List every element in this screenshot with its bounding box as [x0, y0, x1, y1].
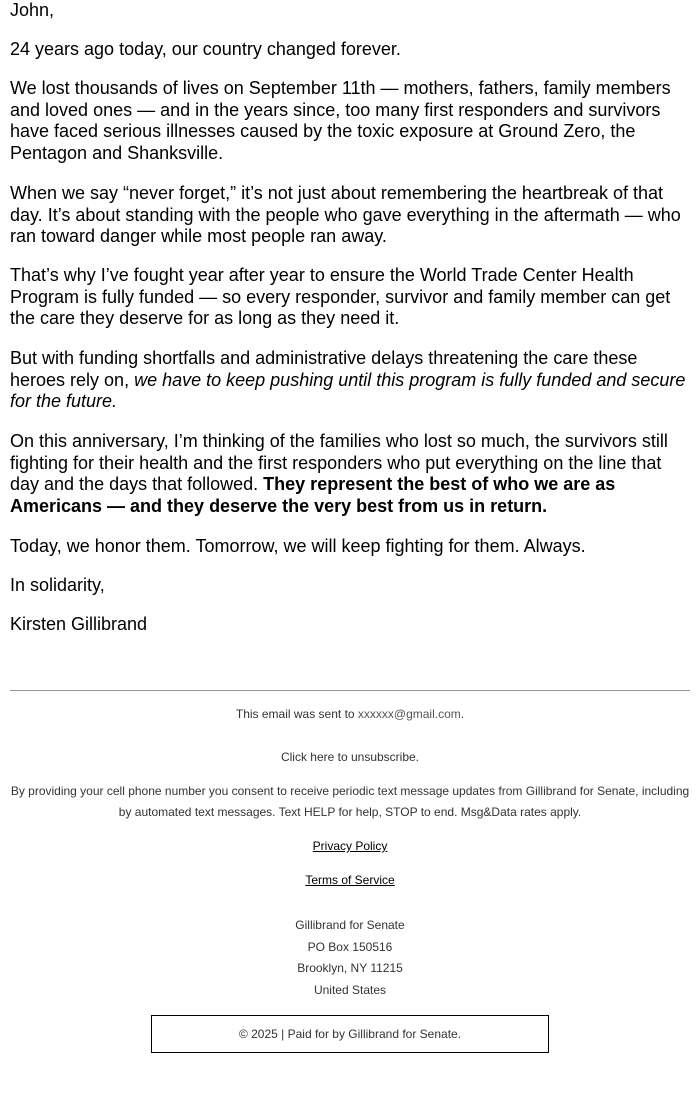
anniversary-bold: They represent the best of who we are as Americans — and they deserve the very best from us in return. [10, 474, 616, 516]
paragraph-honor: Today, we honor them. Tomorrow, we will keep fighting for them. Always. [10, 536, 586, 556]
funding-text: But with funding shortfalls and administrative delays threatening the care these heroes rely on, [10, 348, 638, 390]
paragraph-anniversary [10, 431, 690, 517]
paragraph-health-program: That’s why I’ve fought year after year to ensure the World Trade Center Health Program is fully funded — so every responder, survivor and family member can get the care they deserve for as long as they need it. [10, 265, 671, 328]
paragraph-never-forget: When we say “never forget,” it’s not just about remembering the heartbreak of that day. It’s about standing with the people who gave everything in the aftermath — who ran toward danger while most people ran away. [10, 183, 681, 246]
org-name: Gillibrand for Senate [295, 918, 405, 932]
greeting: John, [10, 0, 55, 20]
terms-of-service-link[interactable]: Terms of Service [305, 873, 395, 887]
paragraph-funding [10, 348, 690, 413]
unsubscribe-link[interactable]: Click here to unsubscribe. [280, 750, 420, 764]
closing: In solidarity, [10, 575, 105, 595]
sms-consent-text: By providing your cell phone number you consent to receive periodic text message updates from Gillibrand for Senate, including by automated text messages. Text HELP for help, STOP to end. Msg&Data rates apply. [10, 784, 690, 819]
anniversary-text: On this anniversary, I’m thinking of the families who lost so much, the survivors still fighting for their health and the first responders who put everything on the line that day and the days that followed. [10, 431, 668, 494]
paragraph-intro: 24 years ago today, our country changed forever. [10, 39, 401, 59]
signature: Kirsten Gillibrand [10, 614, 148, 634]
sent-suffix: . [460, 707, 465, 721]
country: United States [313, 983, 387, 997]
sent-to-line [10, 704, 690, 725]
privacy-policy-link[interactable]: Privacy Policy [312, 839, 388, 853]
po-box: PO Box 150516 [307, 940, 393, 954]
paid-for-box: © 2025 | Paid for by Gillibrand for Senate. [151, 1015, 549, 1053]
city-state-zip: Brooklyn, NY 11215 [297, 961, 403, 975]
sent-prefix: This email was sent to [235, 707, 358, 721]
recipient-email: xxxxxx@gmail.com [357, 707, 461, 721]
funding-emphasis: we have to keep pushing until this program is fully funded and secure for the future. [10, 369, 686, 411]
footer-divider [10, 690, 690, 691]
paragraph-losses: We lost thousands of lives on September 11th — mothers, fathers, family members and loved ones — and in the years since, too many first responders and survivors have faced serious illnesses caused by the toxic exposure at Ground Zero, the Pentagon and Shanksville. [10, 78, 671, 163]
